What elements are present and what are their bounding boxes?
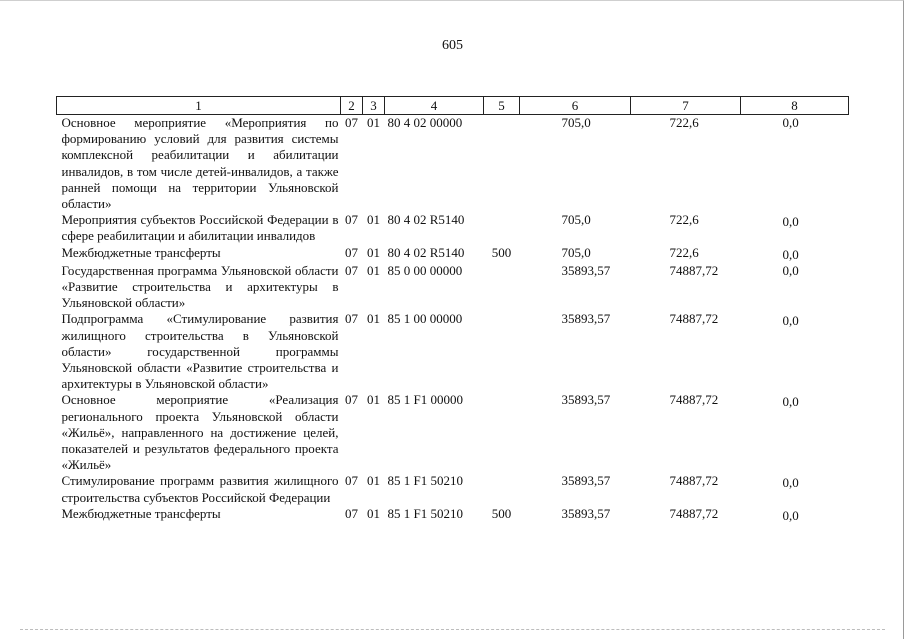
cell-amount-7: 74887,72 <box>669 392 719 408</box>
cell-section: 07 <box>345 473 358 489</box>
budget-table <box>56 96 849 524</box>
cell-amount-6: 35893,57 <box>561 505 611 521</box>
column-header: 1 <box>57 97 341 115</box>
table-header-row <box>57 97 849 115</box>
column-header: 4 <box>385 97 484 115</box>
cell-subsection: 01 <box>367 115 380 130</box>
cell-amount-6: 705,0 <box>561 244 591 260</box>
cell-amount-7: 74887,72 <box>669 262 719 278</box>
row-name: Основное мероприятие «Мероприятия по формированию условий для развития системы комплексной реабилитации и абилитации инвалидов, в том числе детей-инвалидов, а также ранней помощи на территории Ульяновской области» <box>61 115 339 212</box>
cell-target-article: 85 1 00 00000 <box>387 311 463 327</box>
cell-amount-6: 35893,57 <box>561 262 611 278</box>
cell-section: 07 <box>345 311 358 327</box>
table-row <box>57 392 849 473</box>
cell-expense-type <box>484 392 520 473</box>
cell-expense-type <box>484 311 520 392</box>
cell-expense-type <box>484 263 520 312</box>
table-row <box>57 263 849 312</box>
cell-expense-type: 500 <box>491 244 512 260</box>
cell-amount-7: 74887,72 <box>669 473 719 489</box>
cell-section: 07 <box>345 115 358 130</box>
table-row <box>57 473 849 505</box>
column-header: 2 <box>341 97 363 115</box>
row-name: Мероприятия субъектов Российской Федерации в сфере реабилитации и абилитации инвалидов <box>61 212 339 244</box>
cell-amount-8: 0,0 <box>782 394 799 410</box>
cell-section: 07 <box>345 505 358 521</box>
table-row <box>57 212 849 244</box>
cell-subsection: 01 <box>367 392 380 408</box>
cell-expense-type <box>484 473 520 505</box>
table-row <box>57 115 849 213</box>
cell-amount-7: 74887,72 <box>669 311 719 327</box>
cell-amount-6: 35893,57 <box>561 311 611 327</box>
cell-amount-8: 0,0 <box>782 507 799 523</box>
row-name: Стимулирование программ развития жилищного строительства субъектов Российской Федерации <box>61 473 339 505</box>
column-header: 7 <box>631 97 741 115</box>
cell-expense-type <box>484 115 520 213</box>
row-name: Основное мероприятие «Реализация регионального проекта Ульяновской области «Жильё», направленного на достижение целей, показателей и результатов федерального проекта «Жильё» <box>61 392 339 473</box>
cell-amount-6: 705,0 <box>561 115 591 130</box>
cell-subsection: 01 <box>367 244 380 260</box>
cell-amount-8: 0,0 <box>782 262 799 278</box>
cell-subsection: 01 <box>367 262 380 278</box>
cell-subsection: 01 <box>367 473 380 489</box>
cell-target-article: 80 4 02 R5140 <box>387 244 465 260</box>
cell-amount-8: 0,0 <box>782 246 799 262</box>
page-bottom-divider <box>20 629 885 630</box>
row-name: Межбюджетные трансферты <box>61 244 221 260</box>
cell-section: 07 <box>345 392 358 408</box>
cell-expense-type: 500 <box>491 505 512 521</box>
cell-expense-type <box>484 212 520 244</box>
cell-section: 07 <box>345 244 358 260</box>
cell-amount-7: 722,6 <box>669 244 699 260</box>
cell-target-article: 80 4 02 R5140 <box>387 212 465 228</box>
table-row <box>57 245 849 263</box>
cell-target-article: 85 1 F1 00000 <box>387 392 463 408</box>
column-header: 3 <box>363 97 385 115</box>
cell-amount-7: 722,6 <box>669 115 699 130</box>
cell-amount-6: 705,0 <box>561 212 591 228</box>
row-name: Межбюджетные трансферты <box>61 505 221 521</box>
cell-target-article: 85 1 F1 50210 <box>387 473 463 489</box>
cell-amount-6: 35893,57 <box>561 392 611 408</box>
cell-amount-7: 74887,72 <box>669 505 719 521</box>
table-row <box>57 311 849 392</box>
cell-section: 07 <box>345 212 358 228</box>
cell-amount-6: 35893,57 <box>561 473 611 489</box>
column-header: 6 <box>520 97 631 115</box>
cell-section: 07 <box>345 262 358 278</box>
row-name: Государственная программа Ульяновской области «Развитие строительства и архитектуры в Ульяновской области» <box>61 262 339 311</box>
row-name: Подпрограмма «Стимулирование развития жилищного строительства в Ульяновской области» государственной программы Ульяновской области «Развитие строительства и архитектуры в Ульяновской области» <box>61 311 339 392</box>
cell-target-article: 85 0 00 00000 <box>387 262 463 278</box>
cell-amount-8: 0,0 <box>782 115 799 130</box>
table-row <box>57 506 849 524</box>
cell-amount-8: 0,0 <box>782 313 799 329</box>
cell-amount-8: 0,0 <box>782 475 799 491</box>
column-header: 8 <box>741 97 849 115</box>
cell-amount-7: 722,6 <box>669 212 699 228</box>
cell-subsection: 01 <box>367 212 380 228</box>
cell-amount-8: 0,0 <box>782 214 799 230</box>
column-header: 5 <box>484 97 520 115</box>
cell-target-article: 85 1 F1 50210 <box>387 505 463 521</box>
page-number: 605 <box>442 38 463 53</box>
cell-subsection: 01 <box>367 311 380 327</box>
cell-subsection: 01 <box>367 505 380 521</box>
cell-target-article: 80 4 02 00000 <box>387 115 463 130</box>
